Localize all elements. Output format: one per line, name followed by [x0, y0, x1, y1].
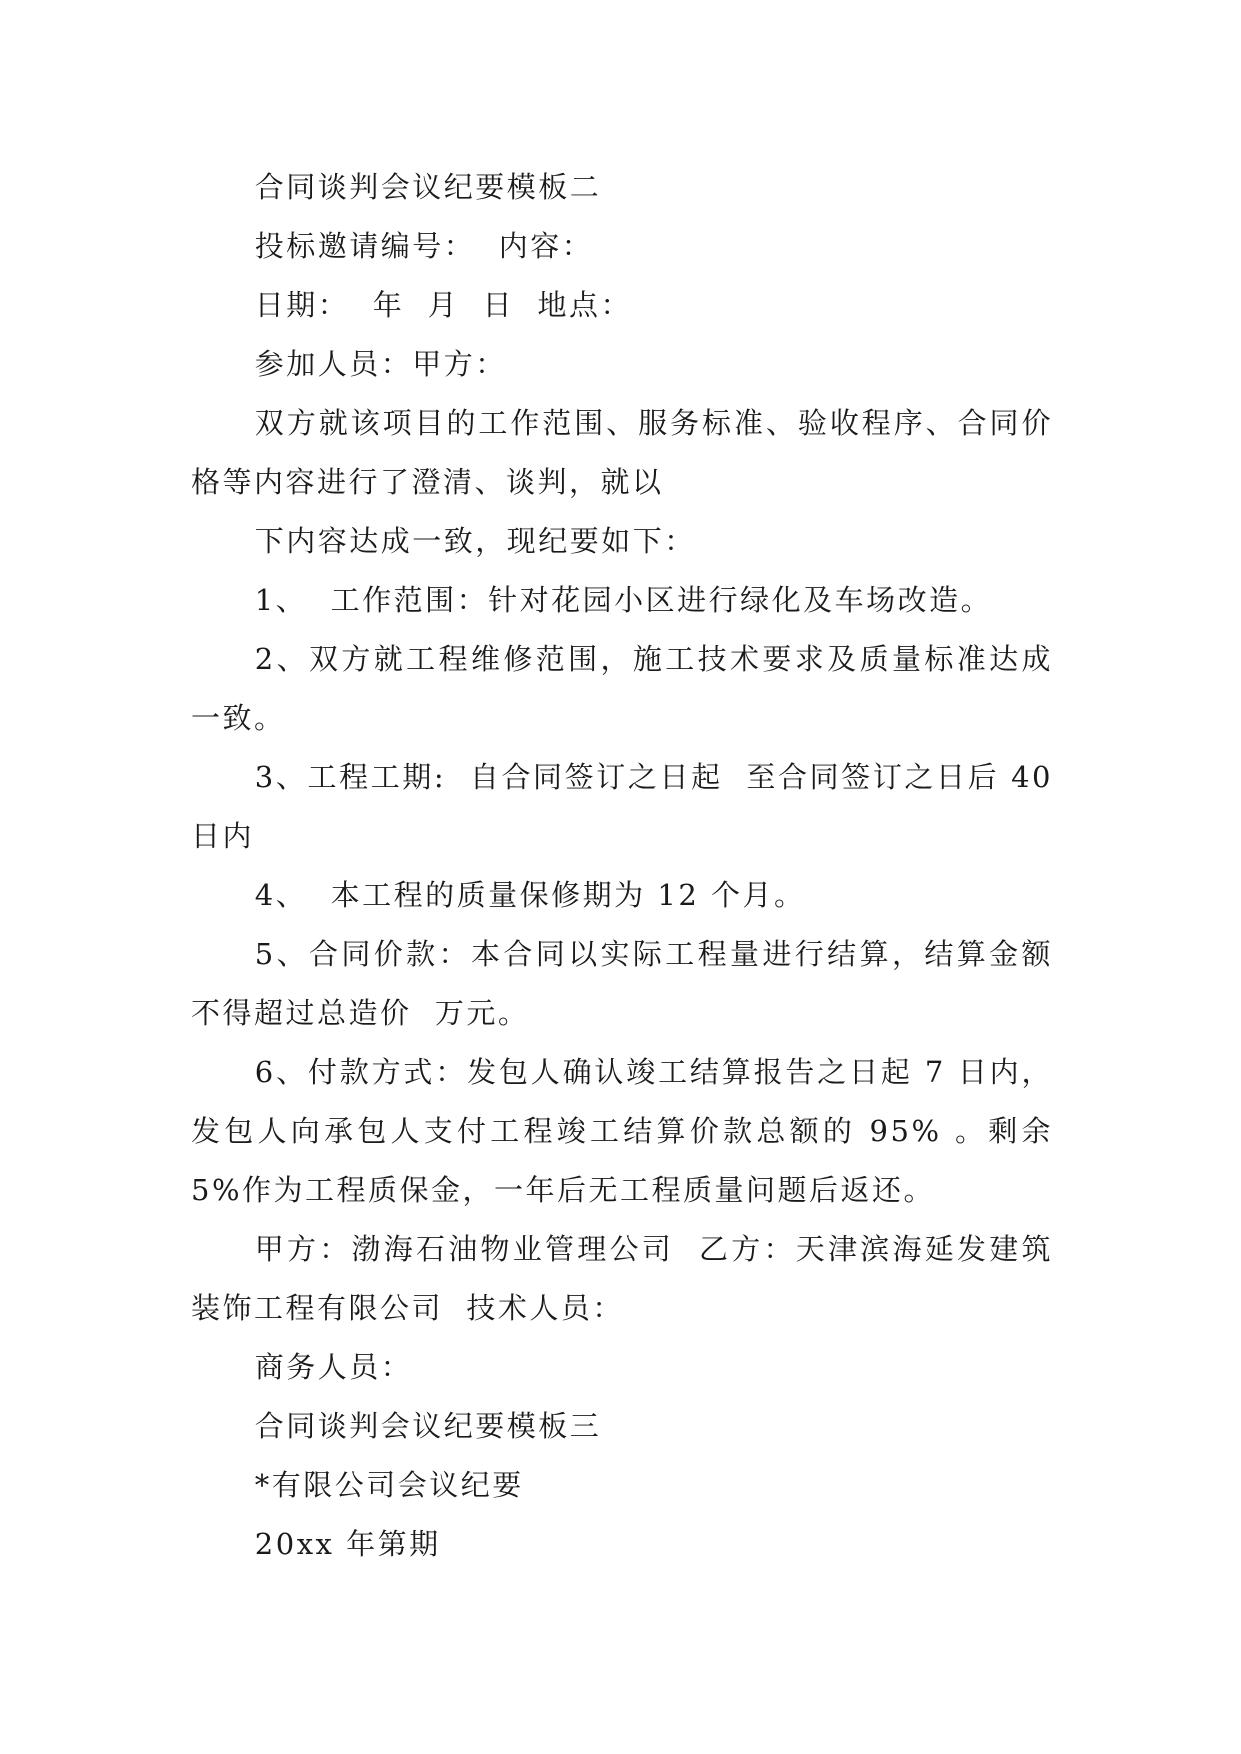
- item-2-scope-agreement: 2、双方就工程维修范围，施工技术要求及质量标准达成一致。: [191, 642, 1053, 735]
- item-5-contract-price: 5、合同价款：本合同以实际工程量进行结算，结算金额不得超过总造价 万元。: [191, 937, 1053, 1030]
- date-location-line: 日期： 年 月 日 地点：: [254, 288, 633, 322]
- business-staff-line: 商务人员：: [254, 1350, 413, 1384]
- bid-invitation-line: 投标邀请编号： 内容：: [254, 229, 594, 263]
- issue-number-line: 20xx 年第期: [254, 1527, 441, 1561]
- item-6-payment-terms: 6、付款方式：发包人确认竣工结算报告之日起 7 日内，发包人向承包人支付工程竣工结算价款总额的 95% 。剩余 5%作为工程质保金，一年后无工程质量问题后返还。: [191, 1055, 1065, 1207]
- company-minutes-title: *有限公司会议纪要: [254, 1468, 524, 1502]
- parties-line: 甲方：渤海石油物业管理公司 乙方：天津滨海延发建筑装饰工程有限公司 技术人员：: [191, 1232, 1053, 1325]
- negotiation-intro-paragraph: 双方就该项目的工作范围、服务标准、验收程序、合同价格等内容进行了澄清、谈判，就以: [191, 406, 1053, 499]
- item-3-construction-period: 3、工程工期: 自合同签订之日起 至合同签订之日后 40 日内: [191, 760, 1065, 853]
- section-title-template-two: 合同谈判会议纪要模板二: [254, 170, 602, 204]
- agreement-intro-line: 下内容达成一致，现纪要如下：: [254, 524, 696, 558]
- item-4-warranty-period: 4、 本工程的质量保修期为 12 个月。: [254, 878, 806, 912]
- section-title-template-three: 合同谈判会议纪要模板三: [254, 1409, 602, 1443]
- participants-line: 参加人员：甲方：: [254, 347, 507, 381]
- item-1-work-scope: 1、 工作范围：针对花园小区进行绿化及车场改造。: [254, 583, 993, 617]
- document-body: [191, 158, 1065, 1574]
